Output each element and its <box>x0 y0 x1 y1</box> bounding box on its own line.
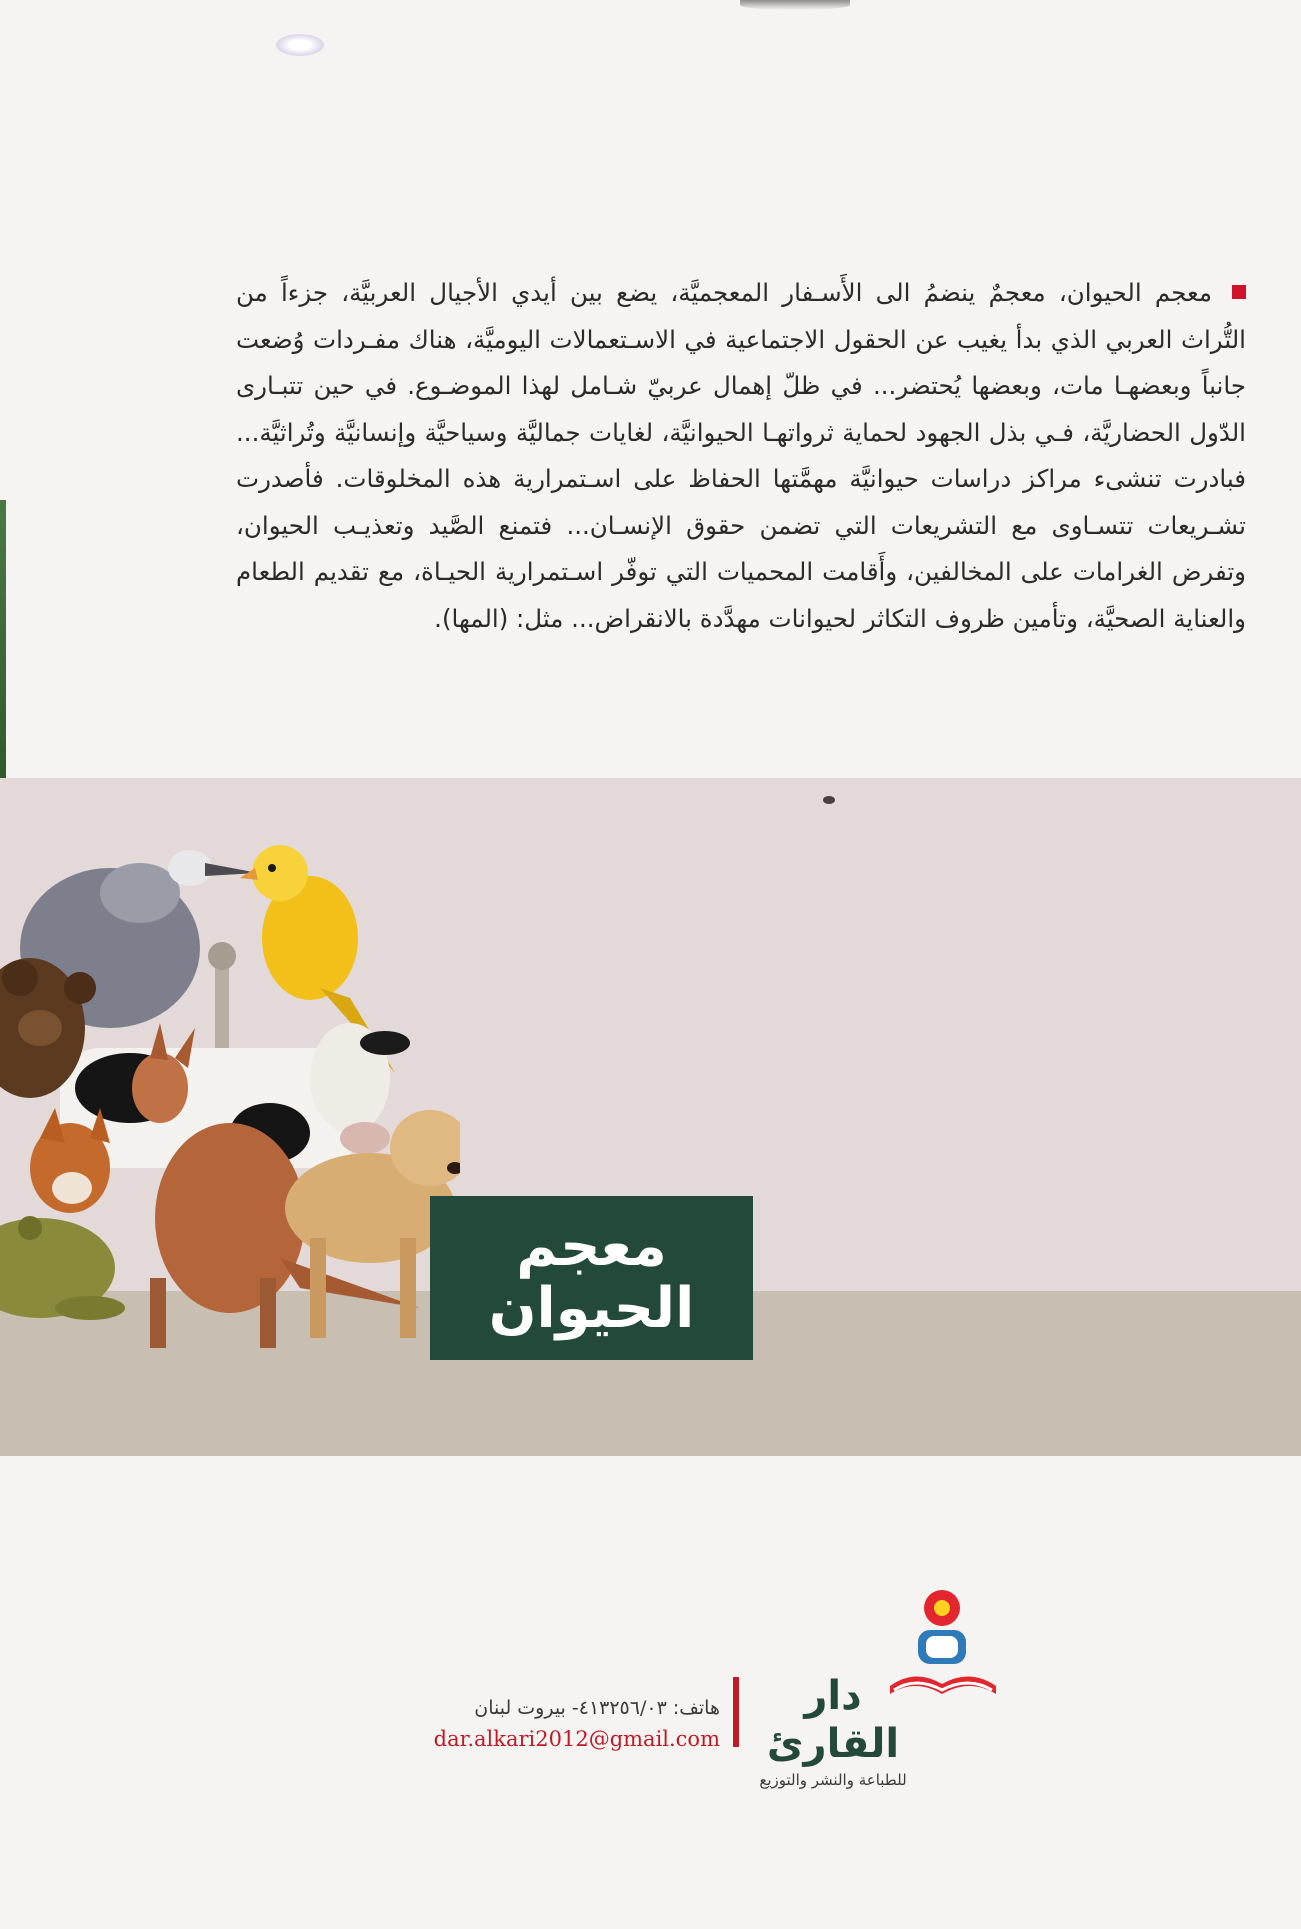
publisher-name: دار القارئ <box>766 1673 900 1767</box>
back-cover-blurb <box>236 270 1246 642</box>
top-edge-shadow <box>740 0 850 10</box>
publisher-phone: هاتف: ٤١٣٢٥٦/٠٣- بيروت لبنان <box>474 1697 720 1719</box>
blurb-text: معجم الحيوان، معجمٌ ينضمُ الى الأَسـفار المعجميَّة، يضع بين أيدي الأجيال العربيَّة، جزءاً من التُّراث العربي الذي بدأ يغيب عن الحقول الاجتماعية في الاسـتعمالات اليوميَّة، هناك مفـردات وُضعت جانباً وبعضهـا مات، وبعضها يُحتضر... في ظلّ إهمال عربيّ شـامل لهذا الموضـوع. في حين تتبـارى الدّول الحضاريَّة، فـي بذل الجهود لحماية ثرواتهـا الحيوانيَّة، لغايات جماليَّة وسياحيَّة وإنسانيَّة وتُراثيَّة... فبادرت تنشىء مراكز دراسات حيوانيَّة مهمَّتها الحفاظ على اسـتمرارية هذه المخلوقات. فأصدرت تشـريعات تتسـاوى مع التشريعات التي تضمن حقوق الإنسـان... فتمنع الصَّيد وتعذيـب الحيوان، وتفرض الغرامات على المخالفين، وأَقامت المحميات التي توفّر اسـتمرارية الحيـاة، مع تقديم الطعام والعناية الصحيَّة، وتأمين ظروف التكاثر لحيوانات مهدَّدة بالانقراض... مثل: (المها). <box>236 278 1246 633</box>
reader-with-open-book-logo-icon <box>880 1590 1010 1720</box>
frog-icon <box>0 1216 125 1320</box>
title-line-2: الحيوان <box>488 1276 695 1341</box>
book-title-box <box>430 1196 753 1360</box>
publisher-contact <box>416 1693 720 1755</box>
publisher-email: dar.alkari2012@gmail.com <box>433 1727 720 1751</box>
red-square-bullet-icon <box>1232 285 1246 299</box>
title-line-1: معجم <box>516 1214 667 1279</box>
contact-divider <box>733 1677 739 1747</box>
paper-smudge <box>276 34 324 56</box>
animals-collage-illustration <box>0 838 460 1358</box>
spine-edge-strip <box>0 500 6 780</box>
print-speck <box>823 796 835 804</box>
fox-icon <box>30 1108 110 1213</box>
publisher-subtitle: للطباعة والنشر والتوزيع <box>759 1771 907 1789</box>
